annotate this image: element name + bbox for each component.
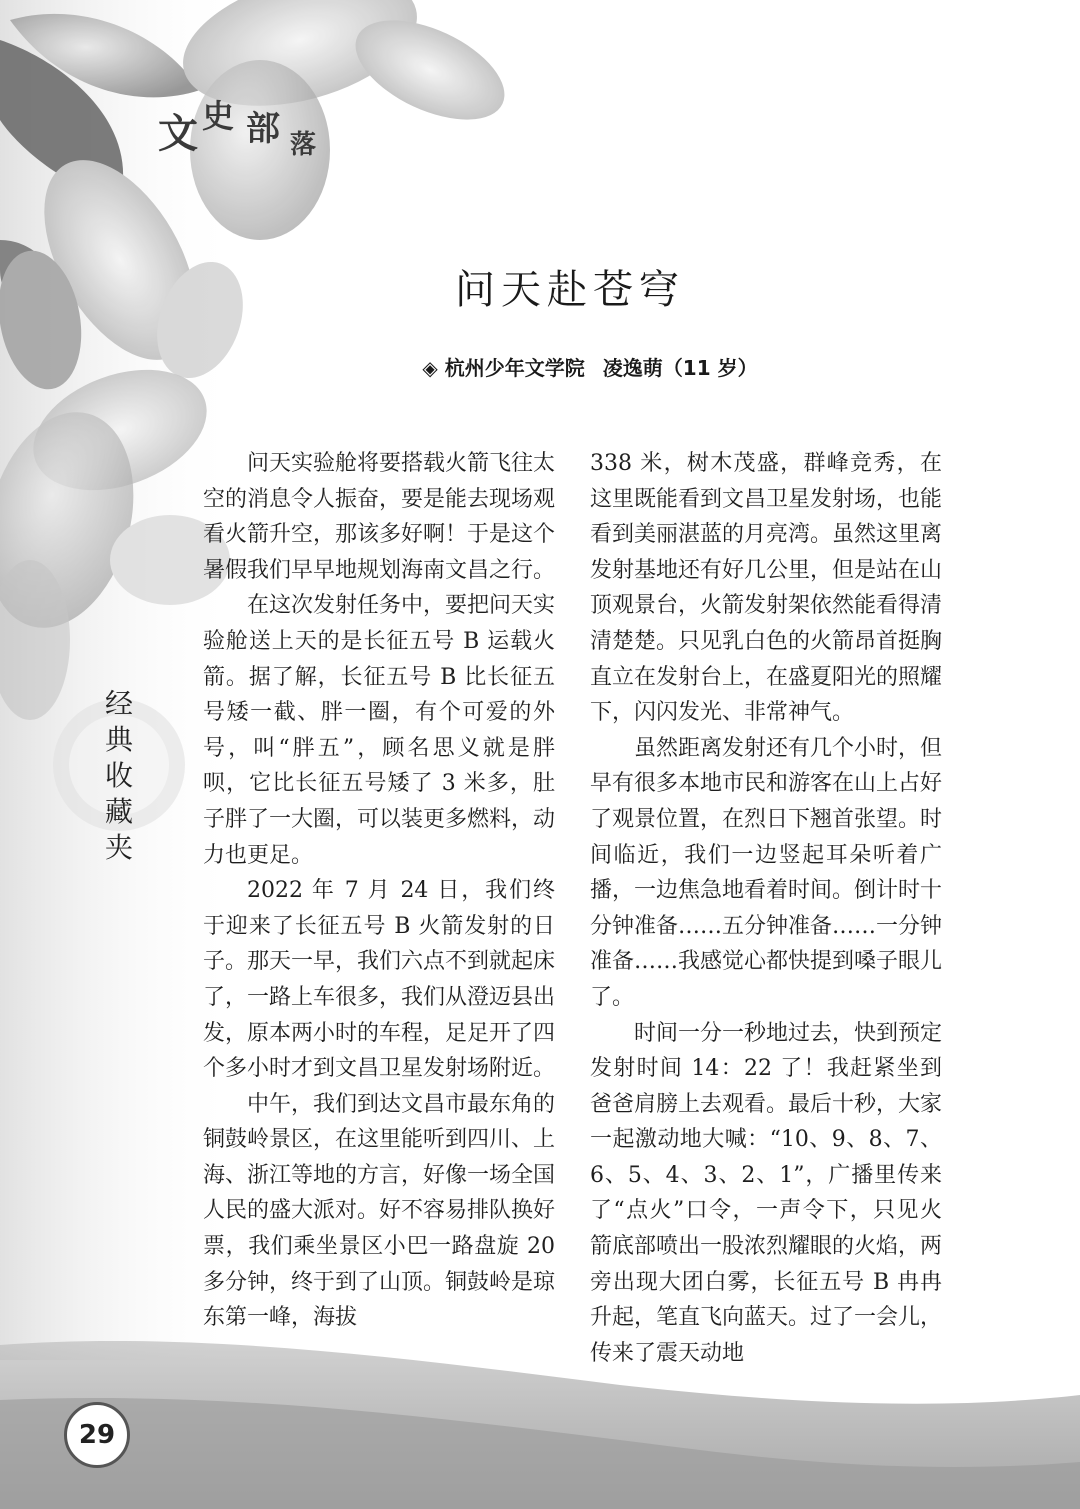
side-tag-char: 收 xyxy=(104,759,133,792)
article-column-left xyxy=(203,446,555,1336)
side-tag-char: 典 xyxy=(104,723,133,756)
article-column-right xyxy=(590,446,942,1371)
section-label xyxy=(150,96,350,166)
paragraph: 在这次发射任务中，要把问天实验舱送上天的是长征五号 B 运载火箭。据了解，长征五号 B 比长征五号矮一截、胖一圈，有个可爱的外号，叫“胖五”，顾名思义就是胖呗，它比长征五号矮了 3 米多，肚子胖了一大圈，可以装更多燃料，动力也更足。 xyxy=(203,593,556,868)
byline xyxy=(360,352,820,381)
section-label-char: 落 xyxy=(290,130,317,160)
byline-author: 凌逸萌（11 岁） xyxy=(602,356,758,380)
side-tag-char: 藏 xyxy=(104,795,133,828)
article-title: 问天赴苍穹 xyxy=(455,267,685,313)
paragraph: 中午，我们到达文昌市最东角的铜鼓岭景区，在这里能听到四川、上海、浙江等地的方言，好像一场全国人民的盛大派对。好不容易排队换好票，我们乘坐景区小巴一路盘旋 20 多分钟，终于到了山顶。铜鼓岭是琼东第一峰，海拔 xyxy=(203,1091,556,1331)
page-number: 29 xyxy=(64,1402,130,1468)
side-tag-classic-collection xyxy=(96,686,142,866)
side-tag-char: 夹 xyxy=(104,831,133,864)
section-label-char: 部 xyxy=(246,109,280,149)
side-tag-char: 经 xyxy=(104,687,133,720)
paragraph: 时间一分一秒地过去，快到预定发射时间 14：22 了！我赶紧坐到爸爸肩膀上去观看。最后十秒，大家一起激动地大喊：“10、9、8、7、6、5、4、3、2、1”，广播里传来了“点火”口令，一声令下，只见火箭底部喷出一股浓烈耀眼的火焰，两旁出现大团白雾，长征五号 B 冉冉升起，笔直飞向蓝天。过了一会儿，传来了震天动地 xyxy=(590,1020,943,1366)
section-label-char: 文 xyxy=(158,111,198,157)
leaf-cluster-top xyxy=(0,0,519,396)
byline-diamond-icon: ◈ xyxy=(422,356,438,380)
paragraph: 虽然距离发射还有几个小时，但早有很多本地市民和游客在山上占好了观景位置，在烈日下翘首张望。时间临近，我们一边竖起耳朵听着广播，一边焦急地看着时间。倒计时十分钟准备……五分钟准备……一分钟准备……我感觉心都快提到嗓子眼儿了。 xyxy=(590,735,943,1010)
paragraph-continuation: 338 米，树木茂盛，群峰竞秀，在这里既能看到文昌卫星发射场，也能看到美丽湛蓝的月亮湾。虽然这里离发射基地还有好几公里，但是站在山顶观景台，火箭发射架依然能看得清清楚楚。只见乳白色的火箭昂首挺胸直立在发射台上，在盛夏阳光的照耀下，闪闪发光、非常神气。 xyxy=(590,451,943,726)
paragraph: 2022 年 7 月 24 日，我们终于迎来了长征五号 B 火箭发射的日子。那天一早，我们六点不到就起床了，一路上车很多，我们从澄迈县出发，原本两小时的车程，足足开了四个多小时才到文昌卫星发射场附近。 xyxy=(203,878,556,1082)
paragraph: 问天实验舱将要搭载火箭飞往太空的消息令人振奋，要是能去现场观看火箭升空，那该多好啊！于是这个暑假我们早早地规划海南文昌之行。 xyxy=(203,451,556,583)
byline-school: 杭州少年文学院 xyxy=(444,356,585,380)
section-label-char: 史 xyxy=(202,97,235,135)
